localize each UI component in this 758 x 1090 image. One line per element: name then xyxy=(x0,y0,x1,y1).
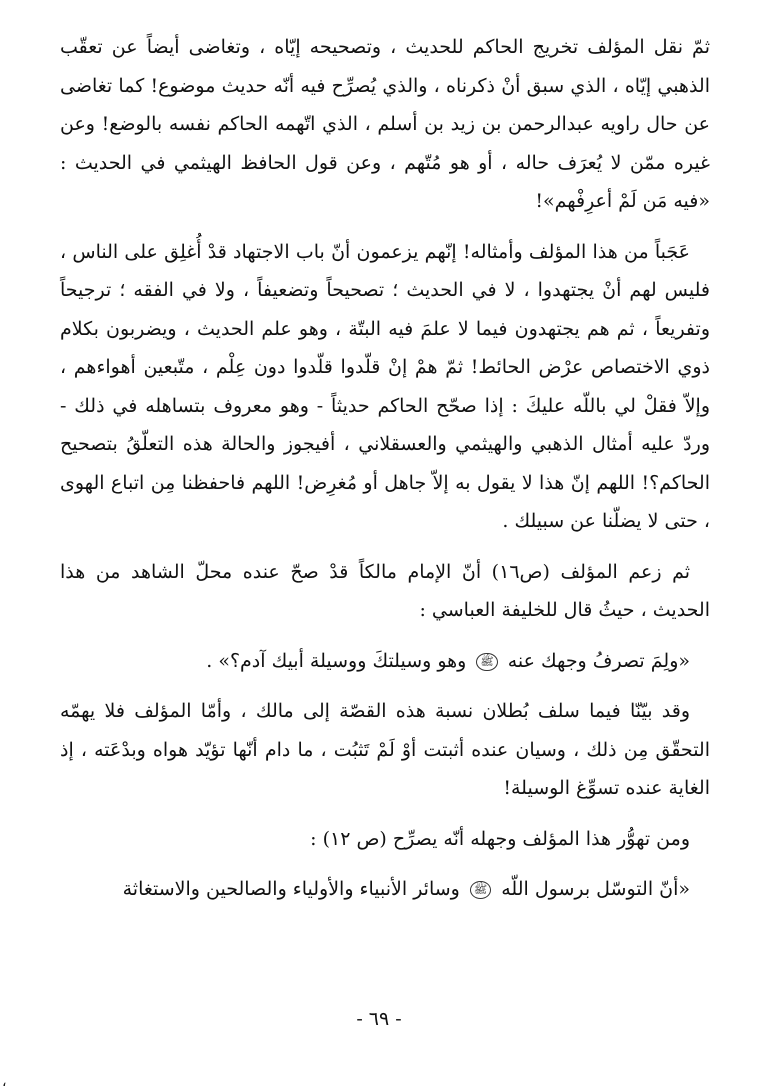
edge-mark: ، xyxy=(2,1074,7,1090)
paragraph-5: ومن تهوُّر هذا المؤلف وجهله أنّه يصرِّح (ص ١٢) : xyxy=(310,827,690,850)
quote-malik xyxy=(60,642,710,681)
quote-tawassul xyxy=(60,870,710,909)
page-number: - ٦٩ - xyxy=(356,1008,402,1030)
quote-malik-end: وهو وسيلتكَ ووسيلة أبيك آدم؟» . xyxy=(206,649,467,672)
main-text xyxy=(60,28,710,921)
salla-icon: ﷺ xyxy=(470,881,491,899)
salla-icon: ﷺ xyxy=(476,653,497,671)
paragraph-4: وقد بيّنّا فيما سلف بُطلان نسبة هذه القصّة إلى مالك ، وأمّا المؤلف فلا يهمّه التحقّق مِن ذلك ، وسيان عنده أثبتت أوْ لَمْ تَثبُت ، ما دام أنّها تؤيّد هواه وبدْعَته ، إذ الغاية عنده تسوِّغ الوسيلة! xyxy=(60,700,710,799)
quote-tawassul-start: «أنّ التوسّل برسول اللّه xyxy=(501,878,690,900)
paragraph-2: عَجَباً من هذا المؤلف وأمثاله! إنّهم يزعمون أنّ باب الاجتهاد قدْ أُغلِق على الناس ، فليس لهم أنْ يجتهدوا ، لا في الحديث ؛ تصحيحاً وتضعيفاً ، ولا في الفقه ؛ ترجيحاً وتفريعاً ، ثم هم يجتهدون فيما لا علمَ فيه البتّة ، وهو علم الحديث ، ويضربون بكلام ذوي الاختصاص عرْض الحائط! ثمّ همْ إنْ قلّدوا قلّدوا دون عِلْم ، متّبعين أهواءهم ، وإلاّ فقلْ لي باللّه عليكَ : إذا صحّح الحاكم حديثاً - وهو معروف بتساهله في ذلك - وردّ عليه أمثال الذهبي والهيثمي والعسقلاني ، أفيجوز والحالة هذه التعلّقُ بتصحيح الحاكم؟! اللهم إنّ هذا لا يقول به إلاّ جاهل أو مُغرِض! اللهم فاحفظنا مِن اتباع الهوى ، حتى لا يضلّنا عن سبيلك . xyxy=(60,240,710,532)
quote-malik-start: «ولِمَ تصرفُ وجهك عنه xyxy=(507,649,690,672)
quote-tawassul-end: وسائر الأنبياء والأولياء والصالحين والاستغاثة xyxy=(122,878,460,900)
paragraph-1: ثمّ نقل المؤلف تخريج الحاكم للحديث ، وتصحيحه إيّاه ، وتغاضى أيضاً عن تعقّب الذهبي إيّاه ، الذي سبق أنْ ذكرناه ، والذي يُصرِّح فيه أنّه حديث موضوع! كما تغاضى عن حال راويه عبدالرحمن بن زيد بن أسلم ، الذي اتّهمه الحاكم نفسه بالوضع! وعن غيره ممّن لا يُعرَف حاله ، أو هو مُتّهم ، وعن قول الحافظ الهيثمي في الحديث : «فيه مَن لَمْ أعرِفْهم»! xyxy=(60,36,710,212)
paragraph-3: ثم زعم المؤلف (ص١٦) أنّ الإمام مالكاً قدْ صحّ عنده محلّ الشاهد من هذا الحديث ، حيثُ قال للخليفة العباسي : xyxy=(60,560,710,621)
